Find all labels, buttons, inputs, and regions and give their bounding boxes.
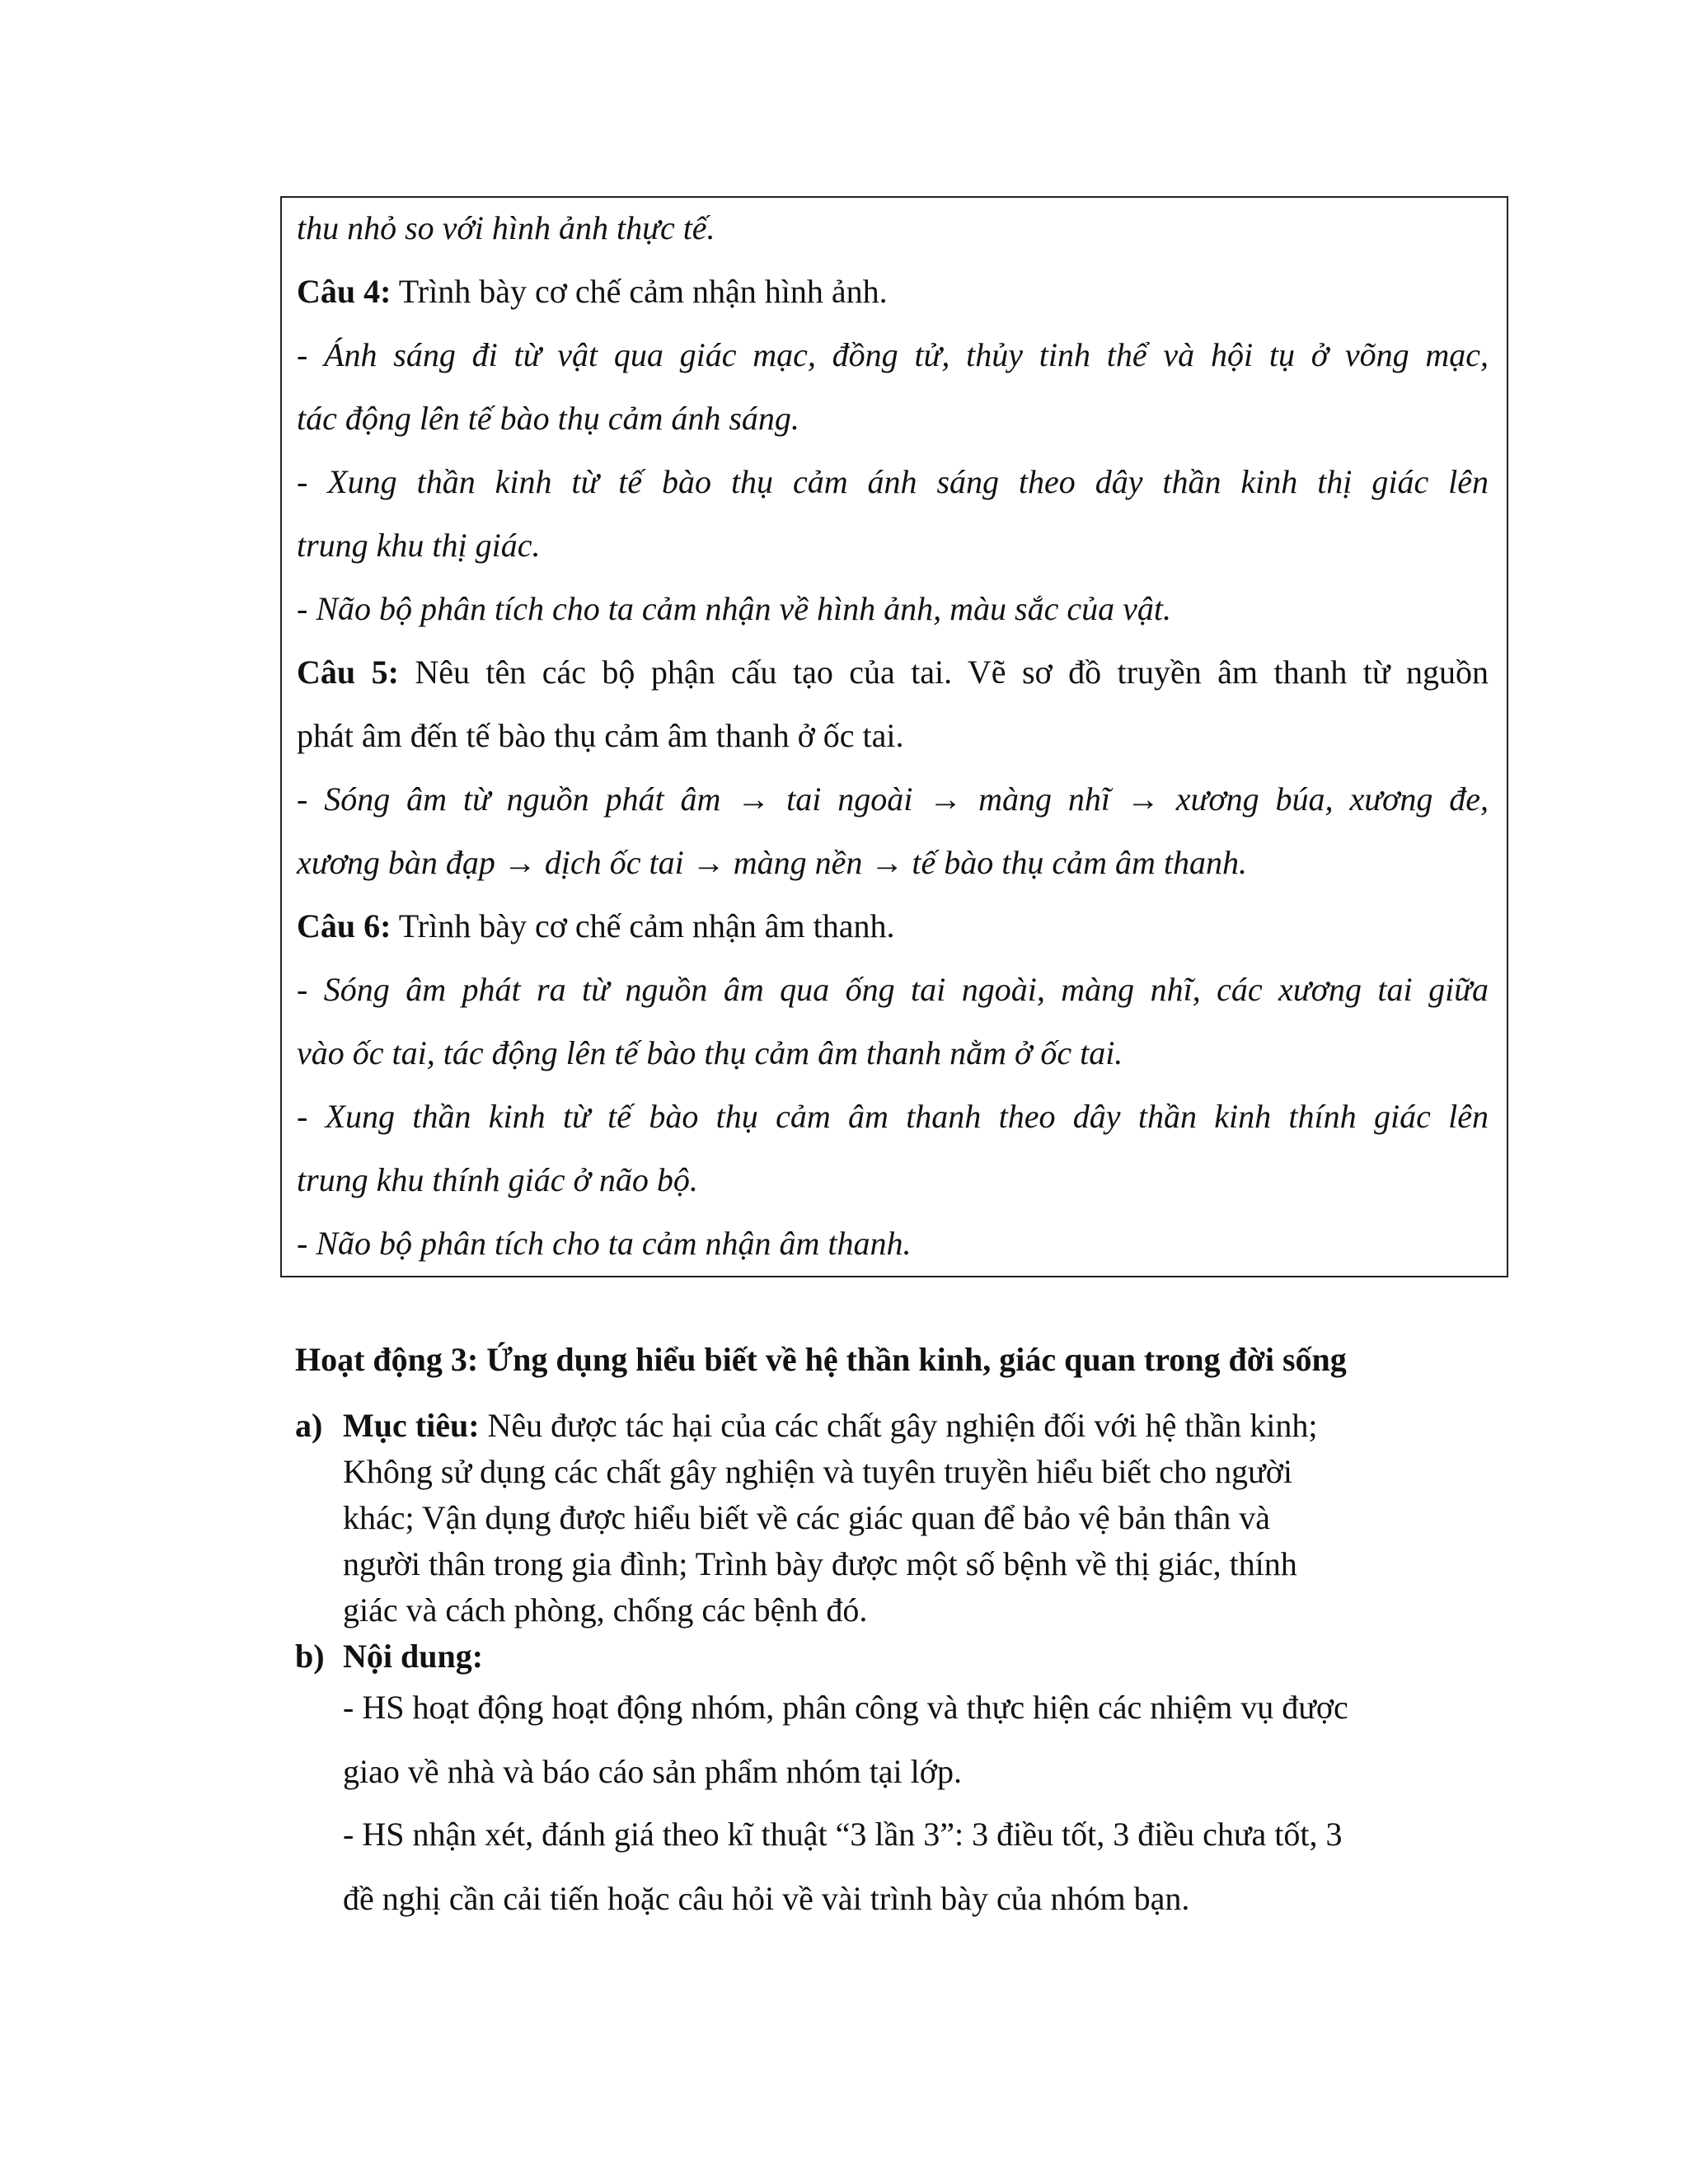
question-4	[297, 260, 1489, 323]
answer-line: - Xung thần kinh từ tế bào thụ cảm ánh sáng theo dây thần kinh thị giác lên	[297, 463, 1489, 500]
question-label: Câu 6:	[297, 907, 392, 944]
answer-line: trung khu thính giác ở não bộ.	[297, 1161, 698, 1198]
question-text-line: phát âm đến tế bào thụ cảm âm thanh ở ốc tai.	[297, 717, 904, 754]
objective-text: Nêu được tác hại của các chất gây nghiện đối với hệ thần kinh;	[479, 1407, 1318, 1444]
answer-line: - Não bộ phân tích cho ta cảm nhận âm thanh.	[297, 1225, 912, 1262]
answer-line: vào ốc tai, tác động lên tế bào thụ cảm âm thanh nằm ở ốc tai.	[297, 1034, 1123, 1071]
question-text: Trình bày cơ chế cảm nhận hình ảnh.	[391, 273, 888, 310]
content-line: đề nghị cần cải tiến hoặc câu hỏi về vài trình bày của nhóm bạn.	[343, 1880, 1190, 1917]
list-marker-a: a)	[295, 1407, 323, 1444]
answer-box	[280, 196, 1508, 1277]
content-label: Nội dung:	[343, 1638, 484, 1675]
content-line: - HS hoạt động hoạt động nhóm, phân công và thực hiện các nhiệm vụ được	[343, 1689, 1348, 1726]
answer-line: - Sóng âm phát ra từ nguồn âm qua ống tai ngoài, màng nhĩ, các xương tai giữa	[297, 971, 1489, 1008]
objective-line: người thân trong gia đình; Trình bày được một số bệnh về thị giác, thính	[343, 1545, 1297, 1582]
objective-line: Không sử dụng các chất gây nghiện và tuyên truyền hiểu biết cho người	[343, 1453, 1292, 1490]
objective-line: giác và cách phòng, chống các bệnh đó.	[343, 1591, 868, 1629]
answer-line: trung khu thị giác.	[297, 527, 541, 564]
answer-line: - Não bộ phân tích cho ta cảm nhận về hình ảnh, màu sắc của vật.	[297, 590, 1171, 627]
question-label: Câu 5:	[297, 654, 399, 691]
content-line: - HS nhận xét, đánh giá theo kĩ thuật “3 lần 3”: 3 điều tốt, 3 điều chưa tốt, 3	[343, 1816, 1343, 1853]
objective-line: khác; Vận dụng được hiểu biết về các giác quan để bảo vệ bản thân và	[343, 1499, 1270, 1536]
activity-heading: Hoạt động 3: Ứng dụng hiểu biết về hệ thần kinh, giác quan trong đời sống	[295, 1341, 1347, 1378]
objective-label: Mục tiêu:	[343, 1407, 480, 1444]
question-5	[297, 640, 1489, 704]
answer-line: - Sóng âm từ nguồn phát âm → tai ngoài → màng nhĩ → xương búa, xương đe,	[297, 780, 1489, 818]
question-text: Nêu tên các bộ phận cấu tạo của tai. Vẽ sơ đồ truyền âm thanh từ nguồn	[398, 654, 1489, 691]
question-label: Câu 4:	[297, 273, 392, 310]
answer-line: thu nhỏ so với hình ảnh thực tế.	[297, 209, 715, 246]
question-6	[297, 894, 1489, 958]
objective-line	[343, 1403, 1317, 1449]
answer-line: - Xung thần kinh từ tế bào thụ cảm âm thanh theo dây thần kinh thính giác lên	[297, 1098, 1489, 1135]
content-line: giao về nhà và báo cáo sản phẩm nhóm tại lớp.	[343, 1753, 962, 1790]
question-text: Trình bày cơ chế cảm nhận âm thanh.	[391, 907, 895, 944]
answer-line: xương bàn đạp → dịch ốc tai → màng nền → tế bào thụ cảm âm thanh.	[297, 844, 1248, 881]
answer-line: - Ánh sáng đi từ vật qua giác mạc, đồng tử, thủy tinh thể và hội tụ ở võng mạc,	[297, 336, 1489, 373]
list-marker-b: b)	[295, 1638, 325, 1675]
answer-line: tác động lên tế bào thụ cảm ánh sáng.	[297, 400, 799, 437]
